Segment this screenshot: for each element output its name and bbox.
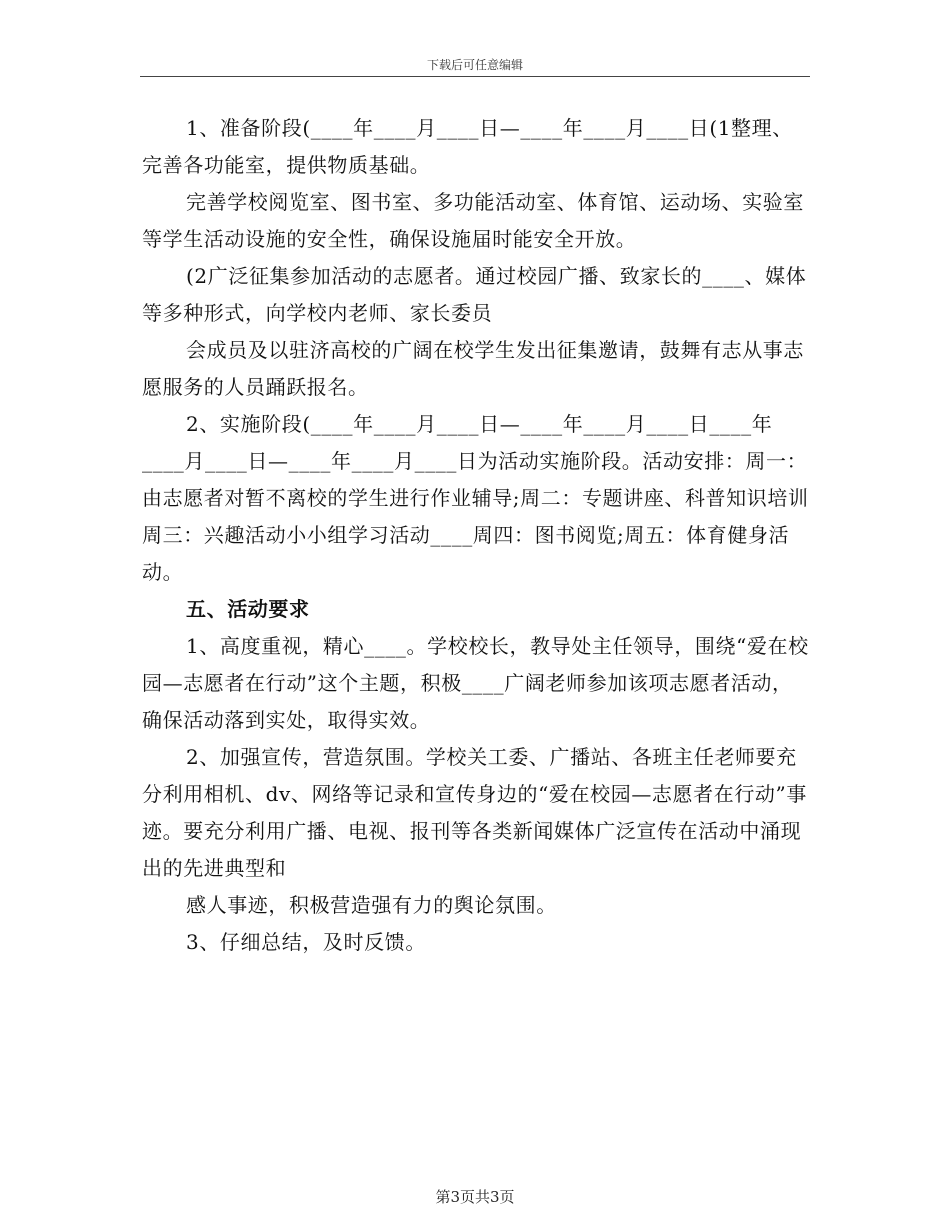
document-body — [142, 110, 810, 961]
page-number: 第3页共3页 — [435, 1188, 515, 1206]
paragraph-implementation-stage: 2、实施阶段(____年____月____日—____年____月____日____年____月____日—____年____月____日为活动实施阶段。活动安排：周一：由志愿者对暂不离校的学生进行作业辅导;周二：专题讲座、科普知识培训周三：兴趣活动小小组学习活动____周四：图书阅览;周五：体育健身活动。 — [142, 412, 809, 584]
paragraph-publicity: 2、加强宣传，营造氛围。学校关工委、广播站、各班主任老师要充分利用相机、dv、网络等记录和宣传身边的“爱在校园—志愿者在行动”事迹。要充分利用广播、电视、报刊等各类新闻媒体广泛宣传在活动中涌现出的先进典型和 — [142, 745, 807, 880]
paragraph-facilities: 完善学校阅览室、图书室、多功能活动室、体育馆、运动场、实验室等学生活动设施的安全性，确保设施届时能安全开放。 — [142, 190, 804, 251]
paragraph-publicity-cont: 感人事迹，积极营造强有力的舆论氛围。 — [186, 893, 557, 917]
header-rule — [140, 76, 810, 77]
paragraph-summary: 3、仔细总结，及时反馈。 — [186, 930, 426, 954]
paragraph-prep-stage: 1、准备阶段(____年____月____日—____年____月____日(1整理、完善各功能室，提供物质基础。 — [142, 116, 793, 177]
paragraph-attention: 1、高度重视，精心____。学校校长，教导处主任领导，围绕“爱在校园—志愿者在行动”这个主题，积极____广阔老师参加该项志愿者活动，确保活动落到实处，取得实效。 — [142, 634, 809, 732]
paragraph-volunteer-recruit: (2广泛征集参加活动的志愿者。通过校园广播、致家长的____、媒体等多种形式，向学校内老师、家长委员 — [142, 264, 807, 325]
page-header: 下载后可任意编辑 — [426, 58, 523, 72]
paragraph-volunteer-invite: 会成员及以驻济高校的广阔在校学生发出征集邀请，鼓舞有志从事志愿服务的人员踊跃报名。 — [142, 338, 804, 399]
section-heading-requirements: 五、活动要求 — [186, 597, 310, 621]
